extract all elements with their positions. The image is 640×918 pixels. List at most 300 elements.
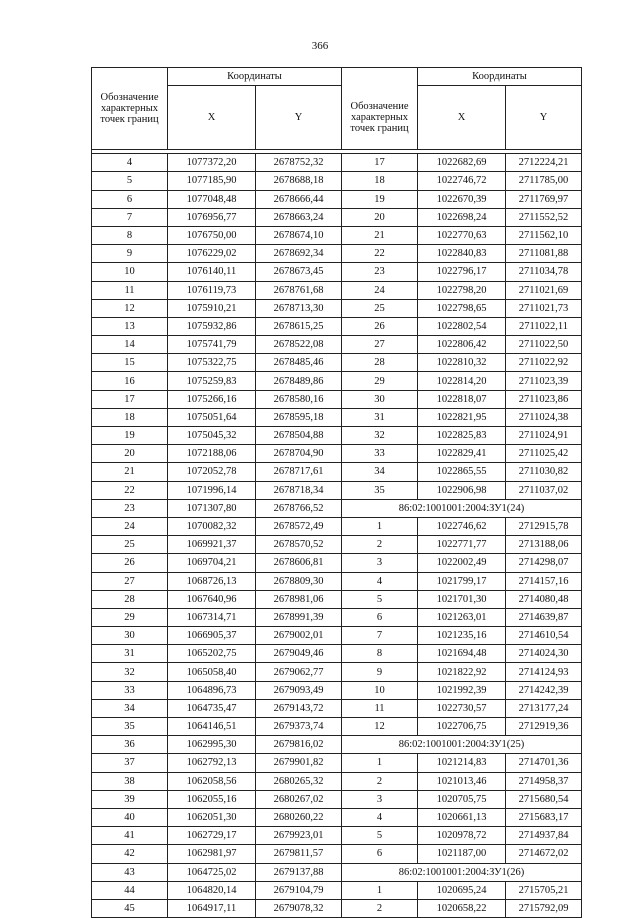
left-x-cell: 1062729,17 — [168, 827, 256, 845]
right-point-cell: 2 — [342, 772, 418, 790]
left-point-cell: 34 — [92, 699, 168, 717]
left-point-cell: 25 — [92, 536, 168, 554]
right-x-cell: 1022706,75 — [418, 718, 506, 736]
right-y-cell: 2714937,84 — [506, 827, 582, 845]
right-point-cell: 32 — [342, 427, 418, 445]
right-x-cell: 1022730,57 — [418, 699, 506, 717]
right-point-cell: 6 — [342, 608, 418, 626]
left-y-cell: 2678504,88 — [256, 427, 342, 445]
table-row — [92, 226, 582, 244]
left-y-cell: 2678991,39 — [256, 608, 342, 626]
x-header: X — [168, 86, 256, 150]
left-point-cell: 40 — [92, 808, 168, 826]
right-point-cell: 4 — [342, 808, 418, 826]
right-x-cell: 1021701,30 — [418, 590, 506, 608]
left-y-cell: 2678688,18 — [256, 172, 342, 190]
right-x-cell: 1022821,95 — [418, 408, 506, 426]
left-y-cell: 2678580,16 — [256, 390, 342, 408]
left-y-cell: 2678606,81 — [256, 554, 342, 572]
right-x-cell: 1022771,77 — [418, 536, 506, 554]
x-header-right: X — [418, 86, 506, 150]
left-y-cell: 2679104,79 — [256, 881, 342, 899]
left-y-cell: 2678674,10 — [256, 226, 342, 244]
right-y-cell: 2715792,09 — [506, 899, 582, 917]
left-y-cell: 2678615,25 — [256, 317, 342, 335]
left-point-cell: 32 — [92, 663, 168, 681]
right-x-cell: 1022802,54 — [418, 317, 506, 335]
left-point-cell: 23 — [92, 499, 168, 517]
right-y-cell: 2714080,48 — [506, 590, 582, 608]
right-x-cell: 1022770,63 — [418, 226, 506, 244]
right-x-cell: 1022818,07 — [418, 390, 506, 408]
right-y-cell: 2712224,21 — [506, 154, 582, 172]
table-row — [92, 590, 582, 608]
right-y-cell: 2711022,11 — [506, 317, 582, 335]
left-point-cell: 22 — [92, 481, 168, 499]
right-y-cell: 2711022,50 — [506, 336, 582, 354]
left-x-cell: 1065058,40 — [168, 663, 256, 681]
right-y-cell: 2711785,00 — [506, 172, 582, 190]
table-row — [92, 808, 582, 826]
left-point-cell: 20 — [92, 445, 168, 463]
right-x-cell: 1022840,83 — [418, 245, 506, 263]
right-x-cell: 1020658,22 — [418, 899, 506, 917]
right-y-cell: 2714298,07 — [506, 554, 582, 572]
table-row — [92, 354, 582, 372]
right-point-cell: 34 — [342, 463, 418, 481]
left-y-cell: 2679078,32 — [256, 899, 342, 917]
left-y-cell: 2679062,77 — [256, 663, 342, 681]
left-point-cell: 26 — [92, 554, 168, 572]
left-x-cell: 1075932,86 — [168, 317, 256, 335]
table-row — [92, 845, 582, 863]
right-y-cell: 2711021,69 — [506, 281, 582, 299]
left-point-cell: 27 — [92, 572, 168, 590]
right-x-cell: 1022796,17 — [418, 263, 506, 281]
table-row — [92, 208, 582, 226]
table-row — [92, 499, 582, 517]
right-point-cell: 1 — [342, 517, 418, 535]
table-row — [92, 899, 582, 917]
right-point-cell: 29 — [342, 372, 418, 390]
right-point-cell: 3 — [342, 790, 418, 808]
coordinates-table — [91, 67, 582, 918]
left-point-cell: 4 — [92, 154, 168, 172]
left-x-cell: 1062792,13 — [168, 754, 256, 772]
table-row — [92, 317, 582, 335]
right-y-cell: 2714958,37 — [506, 772, 582, 790]
right-point-cell: 17 — [342, 154, 418, 172]
left-point-cell: 44 — [92, 881, 168, 899]
left-y-cell: 2678570,52 — [256, 536, 342, 554]
right-y-cell: 2714024,30 — [506, 645, 582, 663]
right-x-cell: 1022798,65 — [418, 299, 506, 317]
right-point-cell: 18 — [342, 172, 418, 190]
table-row — [92, 663, 582, 681]
right-x-cell: 1021694,48 — [418, 645, 506, 663]
point-designation-header-right: Обозначение характерных точек границ — [342, 86, 418, 150]
left-x-cell: 1062055,16 — [168, 790, 256, 808]
left-point-cell: 24 — [92, 517, 168, 535]
right-point-cell: 25 — [342, 299, 418, 317]
table-row — [92, 736, 582, 754]
right-y-cell: 2715680,54 — [506, 790, 582, 808]
right-x-cell: 1022825,83 — [418, 427, 506, 445]
left-y-cell: 2678522,08 — [256, 336, 342, 354]
parcel-section-label: 86:02:1001001:2004:ЗУ1(26) — [342, 863, 582, 881]
right-y-cell: 2713177,24 — [506, 699, 582, 717]
left-point-cell: 9 — [92, 245, 168, 263]
left-y-cell: 2679811,57 — [256, 845, 342, 863]
right-point-cell: 26 — [342, 317, 418, 335]
left-point-cell: 11 — [92, 281, 168, 299]
table-row — [92, 263, 582, 281]
left-x-cell: 1066905,37 — [168, 627, 256, 645]
left-x-cell: 1070082,32 — [168, 517, 256, 535]
right-y-cell: 2715683,17 — [506, 808, 582, 826]
right-y-cell: 2711024,38 — [506, 408, 582, 426]
left-x-cell: 1077372,20 — [168, 154, 256, 172]
left-y-cell: 2678692,34 — [256, 245, 342, 263]
left-x-cell: 1064896,73 — [168, 681, 256, 699]
left-x-cell: 1075266,16 — [168, 390, 256, 408]
right-y-cell: 2714242,39 — [506, 681, 582, 699]
left-x-cell: 1072052,78 — [168, 463, 256, 481]
table-row — [92, 681, 582, 699]
table-row — [92, 772, 582, 790]
table-row — [92, 881, 582, 899]
table-row — [92, 336, 582, 354]
left-x-cell: 1062995,30 — [168, 736, 256, 754]
right-x-cell: 1021013,46 — [418, 772, 506, 790]
right-y-cell: 2712915,78 — [506, 517, 582, 535]
left-x-cell: 1067640,96 — [168, 590, 256, 608]
left-x-cell: 1067314,71 — [168, 608, 256, 626]
right-x-cell: 1020661,13 — [418, 808, 506, 826]
table-row — [92, 536, 582, 554]
left-x-cell: 1062051,30 — [168, 808, 256, 826]
right-x-cell: 1021822,92 — [418, 663, 506, 681]
left-x-cell: 1064820,14 — [168, 881, 256, 899]
right-point-cell: 11 — [342, 699, 418, 717]
right-x-cell: 1020695,24 — [418, 881, 506, 899]
table-row — [92, 390, 582, 408]
left-point-cell: 30 — [92, 627, 168, 645]
right-y-cell: 2712919,36 — [506, 718, 582, 736]
right-point-cell: 22 — [342, 245, 418, 263]
table-row — [92, 245, 582, 263]
left-y-cell: 2678809,30 — [256, 572, 342, 590]
left-x-cell: 1064725,02 — [168, 863, 256, 881]
left-x-cell: 1075741,79 — [168, 336, 256, 354]
table-row — [92, 481, 582, 499]
table-row — [92, 427, 582, 445]
right-y-cell: 2711034,78 — [506, 263, 582, 281]
right-x-cell: 1022746,62 — [418, 517, 506, 535]
left-y-cell: 2678766,52 — [256, 499, 342, 517]
left-x-cell: 1076140,11 — [168, 263, 256, 281]
right-x-cell: 1021235,16 — [418, 627, 506, 645]
left-point-cell: 38 — [92, 772, 168, 790]
left-x-cell: 1077185,90 — [168, 172, 256, 190]
right-point-cell: 5 — [342, 827, 418, 845]
left-point-cell: 7 — [92, 208, 168, 226]
coordinates-header-right: Координаты — [418, 68, 582, 86]
right-point-cell: 6 — [342, 845, 418, 863]
left-point-cell: 28 — [92, 590, 168, 608]
right-y-cell: 2711769,97 — [506, 190, 582, 208]
left-x-cell: 1076229,02 — [168, 245, 256, 263]
left-y-cell: 2679143,72 — [256, 699, 342, 717]
right-x-cell: 1021214,83 — [418, 754, 506, 772]
right-y-cell: 2714157,16 — [506, 572, 582, 590]
left-x-cell: 1062981,97 — [168, 845, 256, 863]
right-point-cell: 3 — [342, 554, 418, 572]
left-x-cell: 1075259,83 — [168, 372, 256, 390]
left-x-cell: 1076750,00 — [168, 226, 256, 244]
right-y-cell: 2711023,86 — [506, 390, 582, 408]
right-point-cell: 2 — [342, 899, 418, 917]
right-y-cell: 2711024,91 — [506, 427, 582, 445]
right-x-cell: 1022865,55 — [418, 463, 506, 481]
right-y-cell: 2711552,52 — [506, 208, 582, 226]
table-row — [92, 699, 582, 717]
left-point-cell: 45 — [92, 899, 168, 917]
right-point-cell: 28 — [342, 354, 418, 372]
right-x-cell: 1022698,24 — [418, 208, 506, 226]
left-y-cell: 2680265,32 — [256, 772, 342, 790]
left-x-cell: 1068726,13 — [168, 572, 256, 590]
table-row — [92, 299, 582, 317]
right-y-cell: 2711023,39 — [506, 372, 582, 390]
left-y-cell: 2678717,61 — [256, 463, 342, 481]
left-point-cell: 14 — [92, 336, 168, 354]
left-x-cell: 1077048,48 — [168, 190, 256, 208]
left-point-cell: 37 — [92, 754, 168, 772]
left-x-cell: 1064917,11 — [168, 899, 256, 917]
right-x-cell: 1022814,20 — [418, 372, 506, 390]
left-y-cell: 2678718,34 — [256, 481, 342, 499]
table-row — [92, 554, 582, 572]
parcel-section-label: 86:02:1001001:2004:ЗУ1(25) — [342, 736, 582, 754]
left-point-cell: 17 — [92, 390, 168, 408]
left-x-cell: 1075910,21 — [168, 299, 256, 317]
right-x-cell: 1022746,72 — [418, 172, 506, 190]
right-x-cell: 1022906,98 — [418, 481, 506, 499]
left-y-cell: 2678752,32 — [256, 154, 342, 172]
right-point-cell: 30 — [342, 390, 418, 408]
table-row — [92, 517, 582, 535]
left-y-cell: 2679002,01 — [256, 627, 342, 645]
left-x-cell: 1075051,64 — [168, 408, 256, 426]
left-x-cell: 1069704,21 — [168, 554, 256, 572]
left-point-cell: 41 — [92, 827, 168, 845]
left-y-cell: 2679901,82 — [256, 754, 342, 772]
left-x-cell: 1065202,75 — [168, 645, 256, 663]
left-point-cell: 19 — [92, 427, 168, 445]
left-point-cell: 43 — [92, 863, 168, 881]
left-y-cell: 2680260,22 — [256, 808, 342, 826]
table-row — [92, 645, 582, 663]
right-point-cell: 9 — [342, 663, 418, 681]
right-point-cell: 8 — [342, 645, 418, 663]
left-x-cell: 1075045,32 — [168, 427, 256, 445]
left-y-cell: 2679923,01 — [256, 827, 342, 845]
left-y-cell: 2679816,02 — [256, 736, 342, 754]
left-y-cell: 2678485,46 — [256, 354, 342, 372]
left-point-cell: 10 — [92, 263, 168, 281]
right-x-cell: 1021187,00 — [418, 845, 506, 863]
left-y-cell: 2678761,68 — [256, 281, 342, 299]
table-row — [92, 281, 582, 299]
right-y-cell: 2711021,73 — [506, 299, 582, 317]
left-y-cell: 2678572,49 — [256, 517, 342, 535]
right-x-cell: 1022682,69 — [418, 154, 506, 172]
right-y-cell: 2711025,42 — [506, 445, 582, 463]
left-point-cell: 35 — [92, 718, 168, 736]
table-row — [92, 463, 582, 481]
left-point-cell: 16 — [92, 372, 168, 390]
left-point-cell: 6 — [92, 190, 168, 208]
right-x-cell: 1022670,39 — [418, 190, 506, 208]
table-row — [92, 445, 582, 463]
table-row — [92, 408, 582, 426]
y-header-right: Y — [506, 86, 582, 150]
table-row — [92, 608, 582, 626]
right-y-cell: 2711562,10 — [506, 226, 582, 244]
right-y-cell: 2711037,02 — [506, 481, 582, 499]
table-body — [92, 154, 582, 918]
right-point-cell: 20 — [342, 208, 418, 226]
right-x-cell: 1022002,49 — [418, 554, 506, 572]
table-row — [92, 790, 582, 808]
left-point-cell: 39 — [92, 790, 168, 808]
left-point-cell: 31 — [92, 645, 168, 663]
left-point-cell: 21 — [92, 463, 168, 481]
right-x-cell: 1021263,01 — [418, 608, 506, 626]
left-point-cell: 18 — [92, 408, 168, 426]
point-designation-header: Обозначение характерных точек границ — [92, 68, 168, 150]
right-point-cell: 23 — [342, 263, 418, 281]
left-y-cell: 2679137,88 — [256, 863, 342, 881]
left-y-cell: 2678673,45 — [256, 263, 342, 281]
left-y-cell: 2678489,86 — [256, 372, 342, 390]
left-y-cell: 2678666,44 — [256, 190, 342, 208]
right-y-cell: 2714701,36 — [506, 754, 582, 772]
right-y-cell: 2711030,82 — [506, 463, 582, 481]
right-x-cell: 1022829,41 — [418, 445, 506, 463]
table-row — [92, 627, 582, 645]
page-number: 366 — [311, 40, 329, 52]
right-point-cell: 4 — [342, 572, 418, 590]
left-point-cell: 42 — [92, 845, 168, 863]
left-x-cell: 1071996,14 — [168, 481, 256, 499]
right-x-cell: 1021992,39 — [418, 681, 506, 699]
left-x-cell: 1071307,80 — [168, 499, 256, 517]
left-y-cell: 2678713,30 — [256, 299, 342, 317]
left-y-cell: 2679093,49 — [256, 681, 342, 699]
right-x-cell: 1021799,17 — [418, 572, 506, 590]
left-x-cell: 1076119,73 — [168, 281, 256, 299]
right-point-cell: 21 — [342, 226, 418, 244]
right-point-cell: 5 — [342, 590, 418, 608]
right-x-cell: 1020705,75 — [418, 790, 506, 808]
right-point-cell: 1 — [342, 754, 418, 772]
table-row — [92, 372, 582, 390]
left-point-cell: 15 — [92, 354, 168, 372]
right-y-cell: 2714124,93 — [506, 663, 582, 681]
left-x-cell: 1064146,51 — [168, 718, 256, 736]
left-y-cell: 2678663,24 — [256, 208, 342, 226]
right-point-cell: 2 — [342, 536, 418, 554]
left-y-cell: 2678981,06 — [256, 590, 342, 608]
right-x-cell: 1022798,20 — [418, 281, 506, 299]
left-y-cell: 2680267,02 — [256, 790, 342, 808]
left-point-cell: 5 — [92, 172, 168, 190]
left-x-cell: 1075322,75 — [168, 354, 256, 372]
left-point-cell: 12 — [92, 299, 168, 317]
coordinates-header: Координаты — [168, 68, 342, 86]
right-point-cell: 24 — [342, 281, 418, 299]
left-x-cell: 1076956,77 — [168, 208, 256, 226]
right-point-cell: 7 — [342, 627, 418, 645]
right-y-cell: 2711022,92 — [506, 354, 582, 372]
left-x-cell: 1062058,56 — [168, 772, 256, 790]
left-y-cell: 2678704,90 — [256, 445, 342, 463]
right-y-cell: 2713188,06 — [506, 536, 582, 554]
right-y-cell: 2711081,88 — [506, 245, 582, 263]
left-point-cell: 29 — [92, 608, 168, 626]
right-point-cell: 31 — [342, 408, 418, 426]
table-row — [92, 754, 582, 772]
right-y-cell: 2714639,87 — [506, 608, 582, 626]
right-x-cell: 1022806,42 — [418, 336, 506, 354]
right-point-cell: 19 — [342, 190, 418, 208]
left-y-cell: 2678595,18 — [256, 408, 342, 426]
parcel-section-label: 86:02:1001001:2004:ЗУ1(24) — [342, 499, 582, 517]
left-point-cell: 36 — [92, 736, 168, 754]
table-row — [92, 154, 582, 172]
table-row — [92, 172, 582, 190]
left-x-cell: 1072188,06 — [168, 445, 256, 463]
right-point-cell: 35 — [342, 481, 418, 499]
right-point-cell: 12 — [342, 718, 418, 736]
left-x-cell: 1064735,47 — [168, 699, 256, 717]
right-y-cell: 2714610,54 — [506, 627, 582, 645]
left-x-cell: 1069921,37 — [168, 536, 256, 554]
left-point-cell: 8 — [92, 226, 168, 244]
y-header: Y — [256, 86, 342, 150]
left-y-cell: 2679373,74 — [256, 718, 342, 736]
right-y-cell: 2714672,02 — [506, 845, 582, 863]
table-row — [92, 827, 582, 845]
right-point-cell: 33 — [342, 445, 418, 463]
table-row — [92, 718, 582, 736]
table-row — [92, 863, 582, 881]
right-x-cell: 1020978,72 — [418, 827, 506, 845]
right-point-cell: 10 — [342, 681, 418, 699]
left-y-cell: 2679049,46 — [256, 645, 342, 663]
right-point-cell: 1 — [342, 881, 418, 899]
right-point-cell: 27 — [342, 336, 418, 354]
right-y-cell: 2715705,21 — [506, 881, 582, 899]
left-point-cell: 13 — [92, 317, 168, 335]
table-row — [92, 572, 582, 590]
left-point-cell: 33 — [92, 681, 168, 699]
header-blank-cell — [342, 68, 418, 86]
table-row — [92, 190, 582, 208]
right-x-cell: 1022810,32 — [418, 354, 506, 372]
